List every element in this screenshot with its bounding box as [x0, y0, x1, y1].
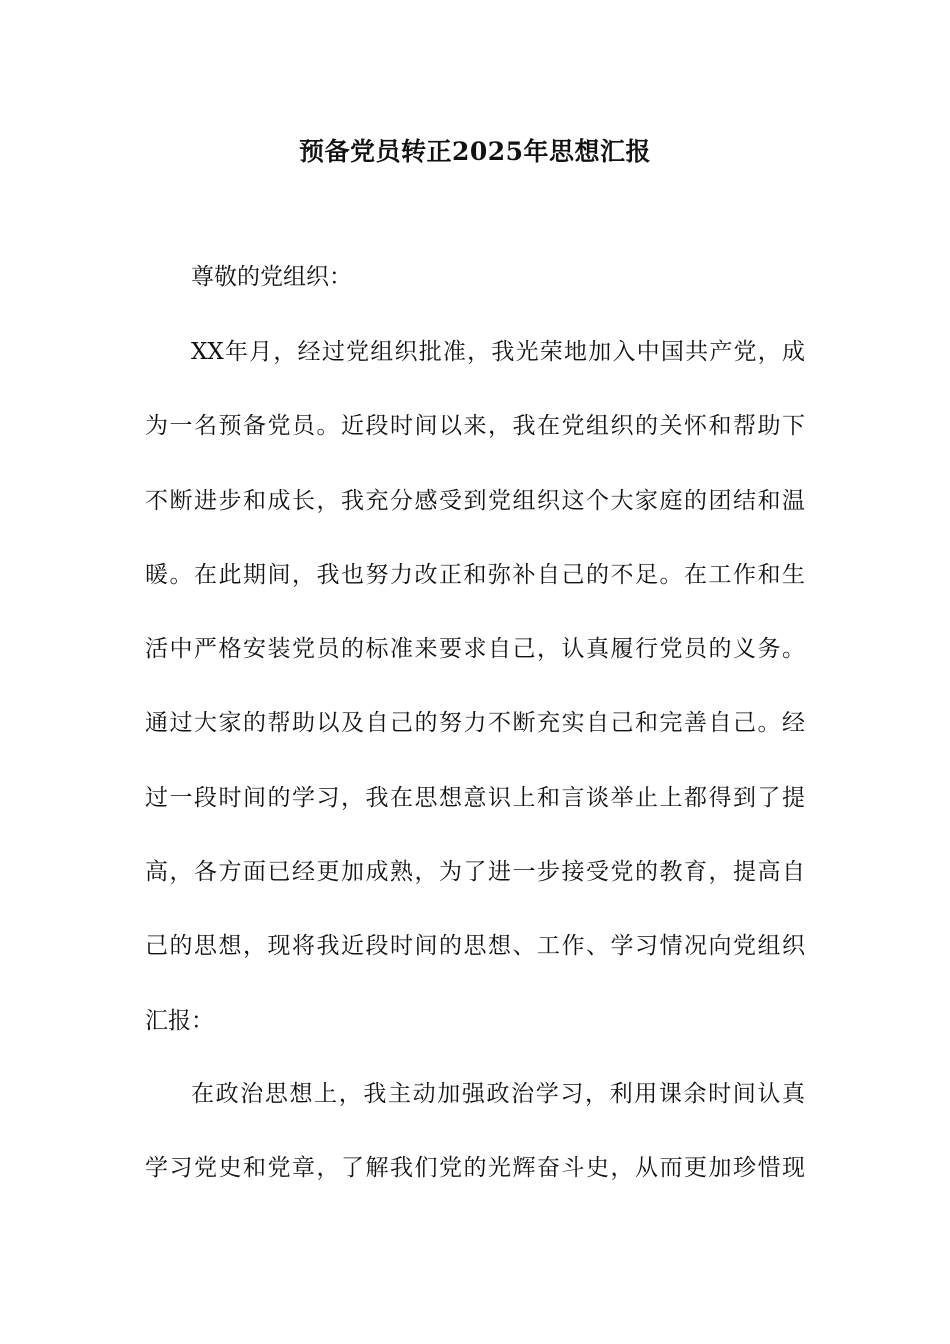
paragraph-1-line-9: 己的思想，现将我近段时间的思想、工作、学习情况向党组织 — [145, 933, 805, 960]
document-title: 预备党员转正2025年思想汇报 — [298, 137, 652, 166]
paragraph-1 — [145, 315, 805, 1058]
paragraph-1-line-6: 通过大家的帮助以及自己的努力不断充实自己和完善自己。经 — [145, 710, 805, 737]
paragraph-1-line-2: 为一名预备党员。近段时间以来，我在党组织的关怀和帮助下 — [145, 413, 805, 440]
salutation: 尊敬的党组织： — [191, 264, 352, 290]
paragraph-2-line-1: 在政治思想上，我主动加强政治学习，利用课余时间认真 — [191, 1081, 805, 1107]
paragraph-1-line-1: XX年月，经过党组织批准，我光荣地加入中国共产党，成 — [191, 339, 805, 365]
paragraph-1-line-3: 不断进步和成长，我充分感受到党组织这个大家庭的团结和温 — [145, 487, 805, 514]
paragraph-1-line-4: 暖。在此期间，我也努力改正和弥补自己的不足。在工作和生 — [145, 561, 805, 588]
paragraph-1-line-5: 活中严格安装党员的标准来要求自己，认真履行党员的义务。 — [145, 636, 805, 663]
paragraph-2 — [145, 1057, 805, 1206]
paragraph-1-line-7: 过一段时间的学习，我在思想意识上和言谈举止上都得到了提 — [145, 784, 805, 811]
paragraph-1-line-10: 汇报： — [145, 1007, 214, 1034]
paragraph-2-line-2: 学习党史和党章，了解我们党的光辉奋斗史，从而更加珍惜现 — [145, 1155, 805, 1182]
paragraph-1-line-8: 高，各方面已经更加成熟，为了进一步接受党的教育，提高自 — [145, 859, 805, 886]
